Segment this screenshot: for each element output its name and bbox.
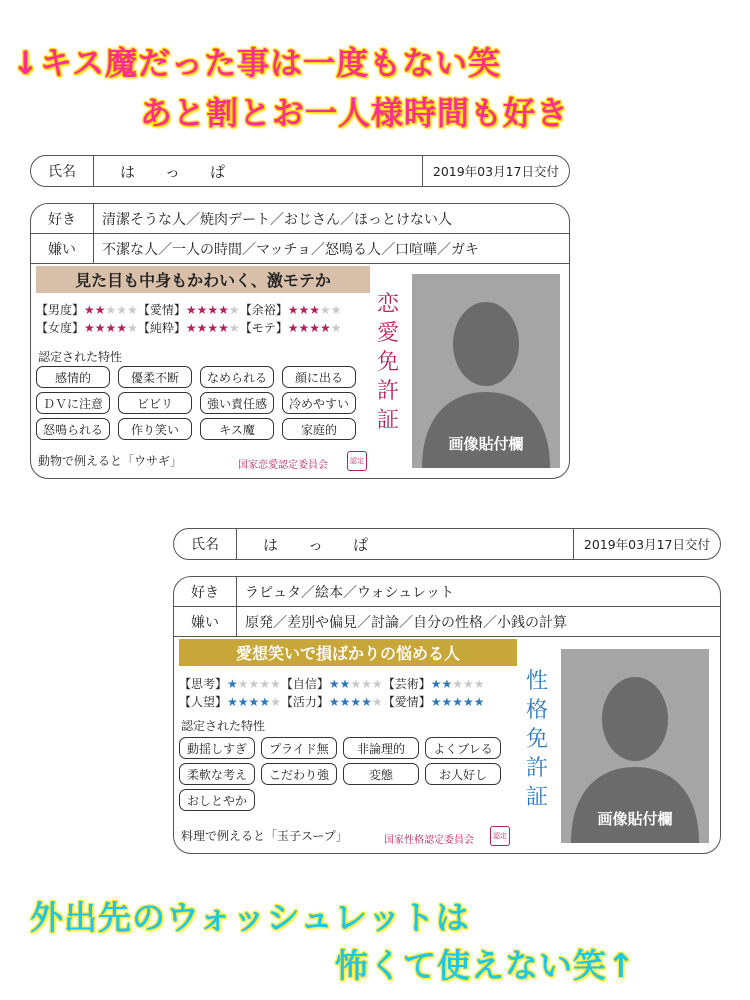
stat-label: 【女度】 xyxy=(36,321,85,335)
star-rating-icon: ★★★★★ xyxy=(287,321,342,335)
stat-label: 【思考】 xyxy=(179,677,228,691)
trait-chip: よくブレる xyxy=(425,737,501,759)
star-rating-icon: ★★★★★ xyxy=(84,303,138,317)
card1-committee: 国家恋愛認定委員会 xyxy=(238,460,328,471)
trait-chip: ＤＶに注意 xyxy=(36,392,110,414)
star-rating-icon: ★★★★★ xyxy=(287,303,342,317)
trait-chip: 家庭的 xyxy=(282,418,356,440)
trait-chip: 感情的 xyxy=(36,366,110,388)
star-rating-icon: ★★★★★ xyxy=(328,677,383,691)
stat-line xyxy=(36,319,342,337)
card2-traits-title: 認定された特性 xyxy=(181,719,266,733)
trait-chip: 非論理的 xyxy=(343,737,419,759)
star-rating-icon: ★★★★★ xyxy=(227,677,281,691)
stat-label: 【自信】 xyxy=(280,677,329,691)
card1-vertical-title xyxy=(376,290,400,435)
card1-dislikes-label: 嫌い xyxy=(31,234,94,263)
stat-label: 【男度】 xyxy=(36,303,85,317)
stat-label: 【活力】 xyxy=(280,695,329,709)
trait-chip: ビビリ xyxy=(118,392,192,414)
card1-name-label: 氏名 xyxy=(31,156,94,186)
card1-traits-title: 認定された特性 xyxy=(38,350,123,364)
card2-seal-stamp: 認定 xyxy=(490,826,510,846)
trait-chip: こだわり強 xyxy=(261,763,337,785)
trait-chip: 優柔不断 xyxy=(118,366,192,388)
stat-label: 【人望】 xyxy=(179,695,228,709)
card2-likes-label: 好き xyxy=(174,577,237,606)
card2-likes-row xyxy=(174,577,720,606)
card1-photo-label: 画像貼付欄 xyxy=(448,435,524,453)
card2-body xyxy=(173,576,721,854)
card1-likes-label: 好き xyxy=(31,204,94,233)
card2-vertical-title xyxy=(525,667,549,812)
vertical-title-char: 証 xyxy=(525,785,548,810)
stat-label: 【余裕】 xyxy=(239,303,288,317)
card2-photo-placeholder xyxy=(561,649,709,843)
star-rating-icon: ★★★★★ xyxy=(185,303,240,317)
vertical-title-char: 許 xyxy=(376,379,399,404)
bottom-caption-line1: 外出先のウォッシュレットは xyxy=(30,898,470,937)
vertical-title-char: 性 xyxy=(525,669,548,694)
stat-label: 【愛情】 xyxy=(137,303,186,317)
star-rating-icon: ★★★★★ xyxy=(84,321,138,335)
vertical-title-char: 恋 xyxy=(376,292,399,317)
vertical-title-char: 証 xyxy=(376,408,399,433)
card1-dislikes-row xyxy=(31,234,569,263)
card2-dislikes-row xyxy=(174,607,720,636)
trait-chip: 怒鳴られる xyxy=(36,418,110,440)
star-rating-icon: ★★★★★ xyxy=(185,321,240,335)
card1-issued-date: 2019年03月17日交付 xyxy=(422,156,569,186)
top-caption-line2: あと割とお一人様時間も好き xyxy=(140,94,570,132)
stat-line xyxy=(179,675,485,693)
trait-chip: 強い責任感 xyxy=(200,392,274,414)
stat-label: 【モテ】 xyxy=(239,321,288,335)
card2-photo-label: 画像貼付欄 xyxy=(597,810,673,828)
card1-footer: 動物で例えると「ウサギ」 xyxy=(38,454,183,468)
trait-chip: お人好し xyxy=(425,763,501,785)
stat-label: 【純粋】 xyxy=(137,321,186,335)
trait-chip: 顔に出る xyxy=(282,366,356,388)
card2-footer: 料理で例えると「玉子スープ」 xyxy=(181,829,348,843)
trait-chip: プライド無 xyxy=(261,737,337,759)
card1-banner: 見た目も中身もかわいく、激モテか xyxy=(36,266,370,293)
card2-committee: 国家性格認定委員会 xyxy=(384,835,474,846)
card1-body xyxy=(30,203,570,479)
star-rating-icon: ★★★★★ xyxy=(430,695,485,709)
vertical-title-char: 免 xyxy=(376,350,399,375)
trait-chip: 動揺しすぎ xyxy=(179,737,255,759)
trait-chip: 作り笑い xyxy=(118,418,192,440)
star-rating-icon: ★★★★★ xyxy=(430,677,485,691)
card2-dislikes-value: 原発／差別や偏見／討論／自分の性格／小銭の計算 xyxy=(245,614,567,631)
card1-dislikes-value: 不潔な人／一人の時間／マッチョ／怒鳴る人／口喧嘩／ガキ xyxy=(102,241,480,258)
stat-label: 【芸術】 xyxy=(382,677,431,691)
card2-likes-value: ラピュタ／絵本／ウォシュレット xyxy=(245,584,455,601)
star-rating-icon: ★★★★★ xyxy=(328,695,383,709)
trait-chip: キス魔 xyxy=(200,418,274,440)
bottom-caption-line2: 怖くて使えない笑↑ xyxy=(335,946,636,985)
card1-likes-row xyxy=(31,204,569,233)
card2-dislikes-label: 嫌い xyxy=(174,607,237,636)
trait-chip: 冷めやすい xyxy=(282,392,356,414)
vertical-title-char: 格 xyxy=(525,698,548,723)
card1-name-box xyxy=(30,155,570,187)
card2-name-label: 氏名 xyxy=(174,529,237,559)
card1-stats xyxy=(36,301,342,337)
card2-issued-date: 2019年03月17日交付 xyxy=(573,529,720,559)
star-rating-icon: ★★★★★ xyxy=(227,695,281,709)
card1-likes-value: 清潔そうな人／焼肉デート／おじさん／ほっとけない人 xyxy=(102,211,452,228)
stat-line xyxy=(36,301,342,319)
vertical-title-char: 許 xyxy=(525,756,548,781)
top-caption-line1: ↓キス魔だった事は一度もない笑 xyxy=(12,44,502,82)
card2-stats xyxy=(179,675,485,711)
card2-banner: 愛想笑いで損ばかりの悩める人 xyxy=(179,639,517,666)
card1-name: は っ ぱ xyxy=(120,162,226,181)
trait-chip: おしとやか xyxy=(179,789,255,811)
card2-name-box xyxy=(173,528,721,560)
trait-chip: なめられる xyxy=(200,366,274,388)
card2-name: は っ ぱ xyxy=(263,535,369,554)
stat-line xyxy=(179,693,485,711)
trait-chip: 柔軟な考え xyxy=(179,763,255,785)
vertical-title-char: 愛 xyxy=(376,321,399,346)
vertical-title-char: 免 xyxy=(525,727,548,752)
card1-photo-placeholder xyxy=(412,274,560,468)
trait-chip: 変態 xyxy=(343,763,419,785)
card1-seal-stamp: 認定 xyxy=(347,451,367,471)
stat-label: 【愛情】 xyxy=(382,695,431,709)
